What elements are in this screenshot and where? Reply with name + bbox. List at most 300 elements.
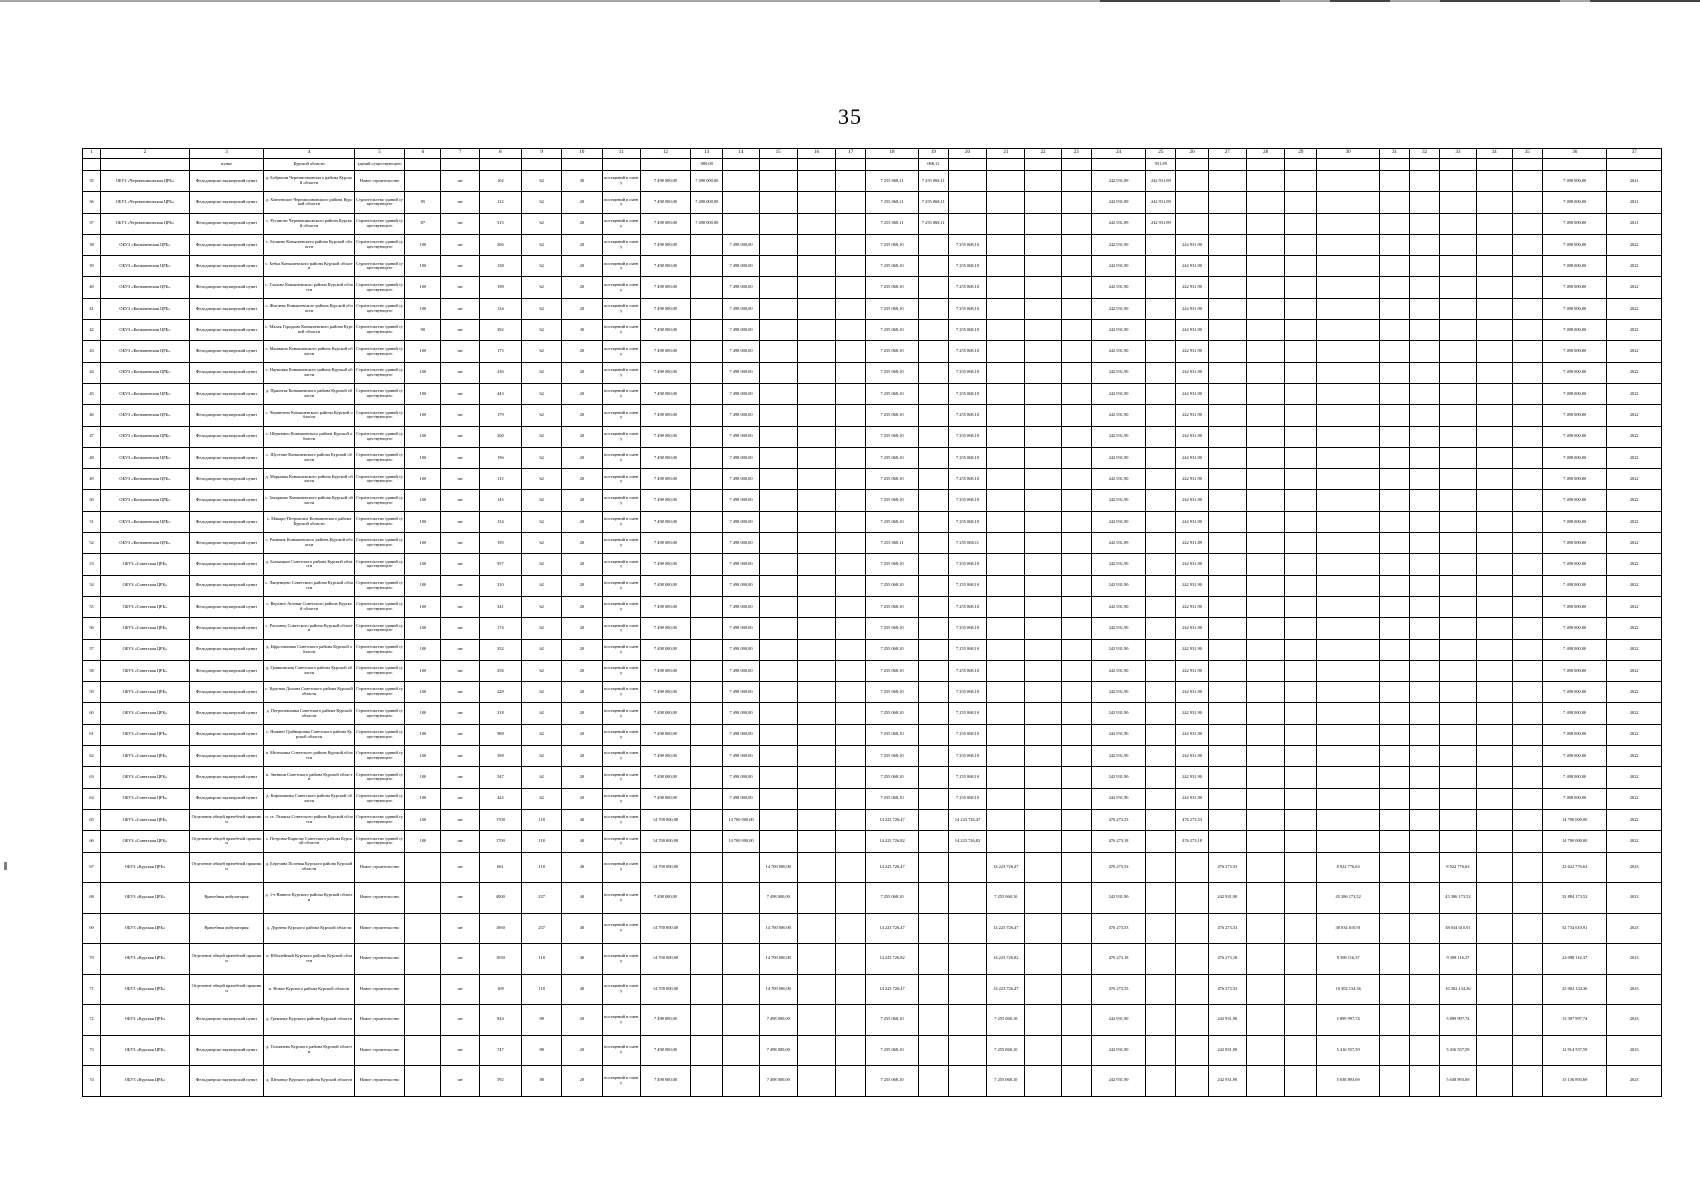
table-cell: 7 255 068,10	[866, 447, 918, 468]
table-cell	[1061, 490, 1091, 511]
table-cell	[1476, 767, 1512, 788]
table-cell: 476 273,53	[1091, 913, 1145, 944]
table-cell: 4000	[479, 883, 521, 914]
table-cell: посещений в смену	[602, 883, 640, 914]
table-cell: посещений в смену	[602, 256, 640, 277]
table-cell	[1410, 1066, 1440, 1097]
table-cell	[836, 171, 866, 192]
table-cell: Строительство зданий существующего	[354, 533, 404, 554]
table-cell: 7 255 068,10	[866, 469, 918, 490]
table-cell: 2022	[1607, 533, 1662, 554]
table-cell	[759, 639, 797, 660]
table-cell: 7 498 000,00	[723, 490, 759, 511]
table-cell: 14 700 000,00	[723, 831, 759, 852]
table-cell	[759, 724, 797, 745]
table-cell: 100	[405, 746, 441, 767]
table-cell: 40	[562, 831, 602, 852]
table-cell: с. Петровы-Карпово Советского района Курской области	[264, 831, 355, 852]
table-cell: с. Нижнее Грайворонка Советского района Курской области	[264, 724, 355, 745]
table-cell: 20	[948, 149, 986, 159]
table-cell	[797, 746, 835, 767]
table-cell	[1410, 974, 1440, 1005]
table-cell	[1476, 831, 1512, 852]
table-cell	[1476, 746, 1512, 767]
table-cell: Новое строительство	[354, 171, 404, 192]
table-cell: с. Глазово Конышевского района Курской области	[264, 277, 355, 298]
table-cell	[691, 831, 723, 852]
table-cell: 20	[562, 490, 602, 511]
table-cell	[1285, 533, 1317, 554]
table-cell	[918, 383, 948, 404]
table-cell	[1285, 746, 1317, 767]
table-cell	[1285, 469, 1317, 490]
table-cell	[987, 703, 1025, 724]
table-cell	[1025, 554, 1061, 575]
table-cell	[1379, 213, 1409, 234]
table-cell	[691, 533, 723, 554]
table-cell	[836, 192, 866, 213]
table-cell: 7 498 000,00	[723, 341, 759, 362]
table-cell: 7 255 068,10	[948, 320, 986, 341]
table-cell: 7 498 000,00	[640, 490, 690, 511]
table-cell	[1246, 1066, 1284, 1097]
table-cell	[918, 618, 948, 639]
table-cell	[1025, 724, 1061, 745]
table-cell	[1285, 639, 1317, 660]
table-cell	[723, 974, 759, 1005]
table-cell	[1208, 426, 1246, 447]
table-cell: 134	[479, 511, 521, 532]
table-cell	[1285, 682, 1317, 703]
table-cell	[1061, 639, 1091, 660]
table-cell	[836, 159, 866, 171]
table-cell	[691, 277, 723, 298]
table-cell: ОБУЗ «Советская ЦРБ»	[101, 554, 190, 575]
table-cell	[1025, 341, 1061, 362]
table-cell: 7 255 068,10	[948, 618, 986, 639]
table-cell	[1091, 159, 1145, 171]
table-cell: 62	[522, 426, 562, 447]
table-cell	[1061, 554, 1091, 575]
table-cell	[1512, 618, 1542, 639]
table-cell: 175	[479, 341, 521, 362]
table-cell	[1176, 883, 1208, 914]
table-cell	[1379, 809, 1409, 830]
table-cell	[1379, 511, 1409, 532]
table-cell	[866, 159, 918, 171]
table-row	[83, 469, 1662, 490]
table-cell	[1317, 383, 1379, 404]
table-row	[83, 682, 1662, 703]
table-cell: 7 498 000,00	[723, 703, 759, 724]
table-cell	[1512, 1005, 1542, 1036]
table-cell: 7 498 000,00	[1542, 575, 1606, 596]
table-cell	[1476, 809, 1512, 830]
table-cell	[987, 213, 1025, 234]
table-cell: 7 498 000,00	[723, 596, 759, 617]
table-row	[83, 746, 1662, 767]
table-cell	[987, 724, 1025, 745]
table-cell	[1246, 447, 1284, 468]
table-cell	[1410, 405, 1440, 426]
table-cell	[836, 883, 866, 914]
table-cell	[759, 213, 797, 234]
table-cell	[1061, 405, 1091, 426]
table-cell: шт	[441, 682, 479, 703]
table-cell: 7 498 000,00	[1542, 767, 1606, 788]
table-cell	[918, 944, 948, 975]
table-row	[83, 511, 1662, 532]
table-cell: посещений в смену	[602, 724, 640, 745]
table-row	[83, 426, 1662, 447]
table-cell	[1512, 171, 1542, 192]
table-cell	[1476, 192, 1512, 213]
table-cell: 7 498 000,00	[723, 469, 759, 490]
table-cell	[1246, 944, 1284, 975]
scan-mark	[1100, 0, 1280, 2]
table-cell	[1246, 320, 1284, 341]
table-cell: 7 498 000,00	[723, 639, 759, 660]
table-cell: 2022	[1607, 618, 1662, 639]
table-cell: 242 931,90	[1091, 341, 1145, 362]
table-cell	[1146, 554, 1176, 575]
table-cell	[1061, 682, 1091, 703]
table-cell	[1025, 362, 1061, 383]
table-cell: 14 700 000,00	[1542, 809, 1606, 830]
scan-mark	[1590, 0, 1700, 2]
table-cell	[1025, 974, 1061, 1005]
table-cell	[691, 469, 723, 490]
table-cell: 7 498 000,00	[640, 234, 690, 255]
table-row	[83, 596, 1662, 617]
table-cell	[1410, 277, 1440, 298]
table-cell	[405, 883, 441, 914]
table-cell: 47	[83, 426, 101, 447]
table-cell	[1246, 341, 1284, 362]
table-cell	[1512, 447, 1542, 468]
table-cell	[1025, 1035, 1061, 1066]
table-cell: Фельдшерско-акушерский пункт	[189, 575, 264, 596]
table-cell: 7 498 000,00	[723, 575, 759, 596]
table-cell	[918, 852, 948, 883]
table-cell: 242 931,90	[1208, 1005, 1246, 1036]
table-cell: с. Расховец Советского района Курской области	[264, 618, 355, 639]
table-cell: посещений в смену	[602, 682, 640, 703]
table-cell: 2022	[1607, 511, 1662, 532]
table-cell	[1410, 490, 1440, 511]
table-cell: 2023	[1607, 974, 1662, 1005]
table-cell	[918, 703, 948, 724]
table-cell: Строительство зданий существующего	[354, 298, 404, 319]
table-cell	[1317, 746, 1379, 767]
table-cell: 118	[522, 852, 562, 883]
table-row	[83, 639, 1662, 660]
table-cell: ОБУЗ «Курская ЦРБ»	[101, 852, 190, 883]
table-cell: 7 255 068,10	[948, 447, 986, 468]
table-cell: 32	[1410, 149, 1440, 159]
table-cell	[691, 682, 723, 703]
table-cell	[836, 852, 866, 883]
table-cell: Фельдшерско-акушерский пункт	[189, 298, 264, 319]
table-cell: 7 255 068,11	[918, 171, 948, 192]
table-cell: с. Красная Долина Советского района Курской области	[264, 682, 355, 703]
table-cell	[405, 974, 441, 1005]
table-cell: посещений в смену	[602, 767, 640, 788]
table-cell: 242 931,90	[1091, 788, 1145, 809]
table-cell	[1025, 1005, 1061, 1036]
table-cell	[1440, 809, 1476, 830]
table-cell: 25	[1146, 149, 1176, 159]
table-cell: 2022	[1607, 703, 1662, 724]
table-cell: 2022	[1607, 341, 1662, 362]
table-cell: 20	[562, 575, 602, 596]
table-cell	[918, 575, 948, 596]
table-cell: 20	[562, 533, 602, 554]
table-cell: 7 498 000,00	[640, 362, 690, 383]
table-cell: 179	[479, 405, 521, 426]
table-cell: Строительство зданий существующего	[354, 660, 404, 681]
table-cell	[1379, 703, 1409, 724]
table-cell: 7 498 000,00	[759, 883, 797, 914]
table-cell: 100	[405, 533, 441, 554]
table-cell: шт	[441, 788, 479, 809]
table-cell: Фельдшерско-акушерский пункт	[189, 469, 264, 490]
table-cell: Строительство зданий существующего	[354, 788, 404, 809]
table-cell: 7 255 068,10	[987, 1066, 1025, 1097]
table-cell	[1025, 639, 1061, 660]
table-cell	[1440, 554, 1476, 575]
table-cell: 352	[479, 639, 521, 660]
table-cell: Фельдшерско-акушерский пункт	[189, 383, 264, 404]
table-cell: 2021	[1607, 213, 1662, 234]
table-cell: 18	[866, 149, 918, 159]
table-cell	[836, 788, 866, 809]
table-cell: д. Кирпичинка Советского района Курской области	[264, 788, 355, 809]
table-cell	[948, 1066, 986, 1097]
table-cell: ОБУЗ «Конышевская ЦРБ»	[101, 511, 190, 532]
table-cell: Строительство зданий существующего	[354, 490, 404, 511]
table-cell: 7 498 000,00	[1542, 490, 1606, 511]
table-cell: 7 498 000,00	[640, 724, 690, 745]
table-cell: 7 498 000,00	[723, 788, 759, 809]
table-cell: 7 255 068,10	[948, 746, 986, 767]
table-cell: д. Хмелевское Черемисиновского района Курской области	[264, 192, 355, 213]
table-cell	[1146, 852, 1176, 883]
table-cell: Новое строительство	[354, 852, 404, 883]
table-cell	[1146, 575, 1176, 596]
table-cell: посещений в смену	[602, 171, 640, 192]
table-cell	[1246, 298, 1284, 319]
table-row	[83, 1066, 1662, 1097]
table-cell	[918, 277, 948, 298]
table-cell: посещений в смену	[602, 1066, 640, 1097]
table-cell	[1317, 341, 1379, 362]
table-cell: 100	[405, 788, 441, 809]
table-cell	[1208, 831, 1246, 852]
table-cell: 7 498 000,00	[640, 447, 690, 468]
table-cell: 20	[562, 511, 602, 532]
table-cell	[1476, 883, 1512, 914]
table-cell: 8	[479, 149, 521, 159]
table-cell	[405, 1066, 441, 1097]
table-cell: 14 700 000,00	[759, 913, 797, 944]
table-cell	[1208, 788, 1246, 809]
table-cell: 7 498 000,00	[1542, 213, 1606, 234]
table-cell: 100	[405, 362, 441, 383]
table-cell: 7 255 068,10	[866, 554, 918, 575]
table-cell: 20	[562, 682, 602, 703]
table-cell	[836, 724, 866, 745]
table-cell	[1246, 682, 1284, 703]
table-cell: 2023	[1607, 1005, 1662, 1036]
table-cell	[759, 746, 797, 767]
table-cell	[1285, 724, 1317, 745]
table-cell	[1025, 490, 1061, 511]
table-cell: 62	[522, 746, 562, 767]
table-cell: 230	[479, 362, 521, 383]
table-cell: посещений в смену	[602, 746, 640, 767]
table-cell: посещений в смену	[602, 788, 640, 809]
table-cell: 7 255 068,10	[866, 682, 918, 703]
table-cell	[691, 320, 723, 341]
table-cell	[1379, 788, 1409, 809]
table-cell: 242 931,90	[1091, 1035, 1145, 1066]
table-cell	[918, 341, 948, 362]
table-cell: 20	[562, 298, 602, 319]
table-cell: Фельдшерско-акушерский пункт	[189, 746, 264, 767]
table-cell	[1512, 575, 1542, 596]
table-cell: 2022	[1607, 639, 1662, 660]
table-cell	[1440, 682, 1476, 703]
table-cell	[1317, 724, 1379, 745]
table-cell: 7 498 000,00	[723, 746, 759, 767]
table-cell	[1025, 913, 1061, 944]
table-cell: п. Звеничи Советского района Курской области	[264, 767, 355, 788]
table-cell	[1512, 192, 1542, 213]
table-cell	[1246, 831, 1284, 852]
table-cell: 7 255 068,10	[866, 639, 918, 660]
table-cell	[1440, 159, 1476, 171]
table-cell	[948, 171, 986, 192]
table-cell	[691, 618, 723, 639]
table-cell	[723, 944, 759, 975]
table-cell	[1440, 256, 1476, 277]
table-cell	[1176, 913, 1208, 944]
table-cell	[797, 362, 835, 383]
table-cell: 24	[1091, 149, 1145, 159]
table-cell	[1317, 171, 1379, 192]
table-cell	[797, 1066, 835, 1097]
table-cell: 62	[522, 256, 562, 277]
table-cell: 2022	[1607, 596, 1662, 617]
table-cell	[1317, 192, 1379, 213]
table-cell	[1410, 256, 1440, 277]
table-cell: 242 931,90	[1091, 298, 1145, 319]
table-cell: 7 255 068,10	[948, 682, 986, 703]
table-cell: 242 931,90	[1091, 639, 1145, 660]
table-cell	[562, 159, 602, 171]
table-cell: Новое строительство	[354, 883, 404, 914]
table-cell	[1208, 320, 1246, 341]
table-cell: 196	[479, 447, 521, 468]
table-cell	[1146, 883, 1176, 914]
table-cell: с. Лященцево Советского района Курской области	[264, 575, 355, 596]
table-cell: 145	[479, 490, 521, 511]
table-row	[83, 171, 1662, 192]
table-row	[83, 298, 1662, 319]
table-cell: 14 700 000,00	[640, 831, 690, 852]
table-cell: 242 931,90	[1176, 256, 1208, 277]
table-cell: 7 498 000,00	[640, 511, 690, 532]
table-cell: 7 255 068,10	[866, 788, 918, 809]
table-cell: Новое строительство	[354, 913, 404, 944]
table-cell: 30	[562, 171, 602, 192]
table-cell	[987, 383, 1025, 404]
table-cell: Строительство зданий существующего	[354, 596, 404, 617]
table-cell	[1285, 192, 1317, 213]
table-cell: 174	[479, 618, 521, 639]
table-cell	[1025, 788, 1061, 809]
table-cell: 17	[836, 149, 866, 159]
table-cell	[948, 213, 986, 234]
table-cell: Курской области	[264, 159, 355, 171]
table-cell: шт	[441, 171, 479, 192]
table-cell: 36	[83, 192, 101, 213]
table-cell: 5 638 893,69	[1317, 1066, 1379, 1097]
table-cell: 7 498 000,00	[640, 192, 690, 213]
table-cell	[987, 746, 1025, 767]
table-cell	[1440, 490, 1476, 511]
table-cell: 242 931,89	[1091, 213, 1145, 234]
table-cell: посещений в смену	[602, 974, 640, 1005]
table-row	[83, 724, 1662, 745]
table-cell: шт	[441, 490, 479, 511]
table-cell: Строительство зданий существующего	[354, 724, 404, 745]
table-cell	[1512, 341, 1542, 362]
table-cell: 5 899 997,74	[1440, 1005, 1476, 1036]
table-cell	[1025, 192, 1061, 213]
table-cell: д. Березина Полевая Курского района Курской области	[264, 852, 355, 883]
table-cell	[1410, 447, 1440, 468]
table-cell: ОБУЗ «Черемисиновская ЦРБ»	[101, 171, 190, 192]
table-cell	[836, 746, 866, 767]
table-cell: Строительство зданий существующего	[354, 703, 404, 724]
table-cell: 68	[83, 883, 101, 914]
table-row	[83, 852, 1662, 883]
table-cell	[1512, 213, 1542, 234]
table-cell	[1061, 660, 1091, 681]
table-cell	[759, 703, 797, 724]
table-cell: шт	[441, 1035, 479, 1066]
table-cell	[691, 362, 723, 383]
table-cell: 7 498 000,00	[640, 171, 690, 192]
table-cell	[405, 913, 441, 944]
table-cell: 242 931,90	[1176, 746, 1208, 767]
table-cell	[1146, 298, 1176, 319]
table-cell: 88	[522, 1005, 562, 1036]
table-cell: 20	[562, 1035, 602, 1066]
table-cell: 242 931,89	[1146, 213, 1176, 234]
table-cell: 7 255 068,10	[948, 660, 986, 681]
table-cell: 7 498 000,00	[723, 256, 759, 277]
table-cell	[1410, 192, 1440, 213]
table-cell: 118	[522, 809, 562, 830]
table-cell	[723, 213, 759, 234]
table-cell	[1285, 298, 1317, 319]
table-cell	[1512, 1066, 1542, 1097]
table-cell: ОБУЗ «Советская ЦРБ»	[101, 724, 190, 745]
table-cell: 20	[562, 618, 602, 639]
